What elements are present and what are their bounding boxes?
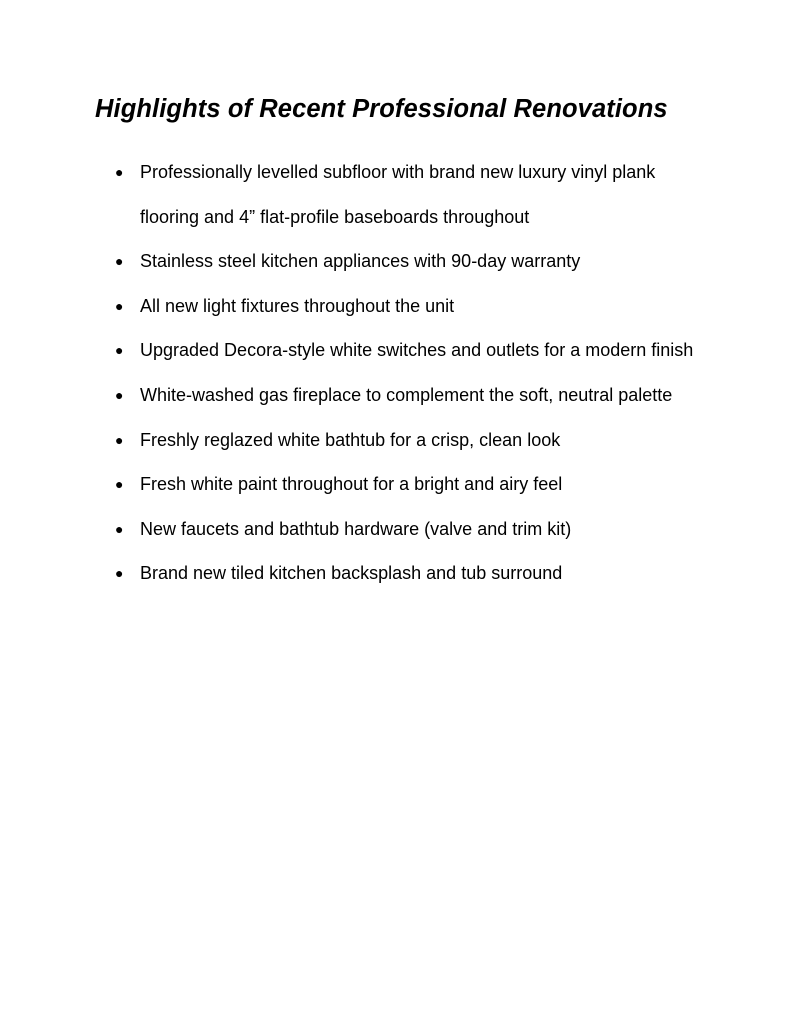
- list-item-text: Upgraded Decora-style white switches and outlets for a modern finish: [140, 340, 694, 361]
- bullet-icon: ●: [115, 386, 124, 403]
- bullet-icon: ●: [115, 342, 124, 359]
- list-item-text: White-washed gas fireplace to complement the soft, neutral palette: [140, 384, 673, 405]
- bullet-icon: ●: [115, 164, 124, 180]
- bullet-icon: ●: [115, 565, 124, 582]
- list-item-text: New faucets and bathtub hardware (valve and trim kit): [140, 518, 572, 539]
- list-item: [115, 507, 715, 552]
- list-item: [115, 239, 715, 284]
- list-item-text: All new light fixtures throughout the unit: [140, 295, 455, 316]
- bullet-icon: ●: [115, 431, 124, 448]
- list-item: [115, 462, 715, 507]
- list-item-text: Professionally levelled subfloor with brand new luxury vinyl plank flooring and 4” flat-profile baseboards throughout: [140, 162, 656, 227]
- list-item: [115, 373, 715, 418]
- bullet-icon: ●: [115, 476, 124, 493]
- bullet-icon: ●: [115, 253, 124, 270]
- list-item: [115, 551, 715, 596]
- list-item-text: Brand new tiled kitchen backsplash and tub surround: [140, 563, 563, 584]
- bullet-icon: ●: [115, 520, 124, 537]
- page-title: Highlights of Recent Professional Renovations: [95, 95, 668, 123]
- list-item-text: Fresh white paint throughout for a bright and airy feel: [140, 474, 563, 495]
- list-item: [115, 328, 715, 373]
- list-item-text: Stainless steel kitchen appliances with 90-day warranty: [140, 251, 581, 272]
- list-item: [115, 284, 715, 329]
- highlights-list: [115, 150, 715, 596]
- list-item: [115, 150, 715, 239]
- list-item: [115, 418, 715, 463]
- list-item-text: Freshly reglazed white bathtub for a crisp, clean look: [140, 429, 561, 450]
- bullet-icon: ●: [115, 297, 124, 314]
